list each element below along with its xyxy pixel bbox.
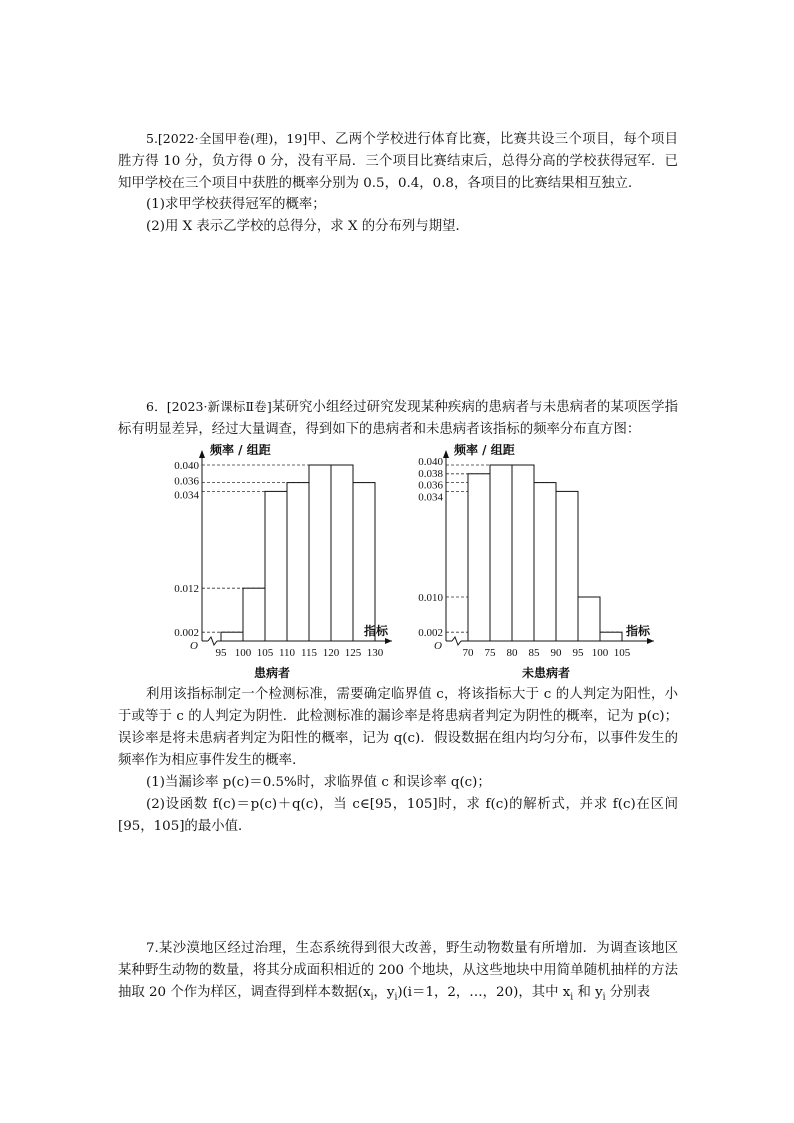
y-tick-label: 0.010 <box>418 592 443 604</box>
histogram-bar <box>265 491 287 641</box>
axis-break-mark <box>452 637 461 645</box>
x-tick-label: 85 <box>528 647 540 659</box>
x-tick-label: 130 <box>366 647 384 659</box>
histogram-patients <box>170 440 400 680</box>
x-tick-label: 80 <box>506 647 518 659</box>
q5-stem <box>118 128 678 195</box>
x-tick-label: 115 <box>300 647 318 659</box>
x-tick-label: 95 <box>572 647 584 659</box>
origin-label: O <box>434 640 442 652</box>
x-tick-label: 100 <box>234 647 252 659</box>
y-tick-label: 0.040 <box>174 460 199 472</box>
x-axis-title: 指标 <box>625 624 650 638</box>
y-tick-label: 0.038 <box>418 467 443 480</box>
y-axis-arrow <box>199 450 205 458</box>
x-axis-title: 指标 <box>363 624 388 638</box>
y-tick-label: 0.036 <box>174 475 199 488</box>
x-tick-label: 105 <box>613 647 631 659</box>
q6-part2: (2)设函数 f(c)＝p(c)＋q(c)，当 c∈[95，105]时，求 f(c)的解析式，并求 f(c)在区间[95，105]的最小值． <box>118 797 678 834</box>
histogram-bar <box>353 483 375 641</box>
x-tick-label: 100 <box>591 647 609 659</box>
histogram-bar <box>534 483 556 641</box>
y-tick-label: 0.034 <box>174 489 199 502</box>
histogram-bar <box>600 632 622 641</box>
x-tick-label: 70 <box>462 647 474 659</box>
x-tick-label: 110 <box>278 647 296 659</box>
x-axis-arrow <box>647 638 654 644</box>
chart-title: 患病者 <box>253 666 291 680</box>
x-tick-label: 105 <box>256 647 274 659</box>
q5-stem-text: 甲、乙两个学校进行体育比赛，比赛共设三个项目，每个项目胜方得 10 分，负方得 0 分，没有平局．三个项目比赛结束后，总得分高的学校获得冠军．已知甲学校在三个项目中获胜的概率分别为 0.5，0.4，0.8，各项目的比赛结果相互独立． <box>118 132 679 191</box>
q6-part1: (1)当漏诊率 p(c)＝0.5%时，求临界值 c 和误诊率 q(c)； <box>146 775 491 790</box>
q6-stem-text: 某研究小组经过研究发现某种疾病的患病者与未患病者的某项医学指标有明显差异，经过大量调查，得到如下的患病者和未患病者该指标的频率分布直方图： <box>118 400 678 437</box>
histogram-bar <box>243 588 265 641</box>
q5-part1: (1)求甲学校获得冠军的概率； <box>146 197 326 212</box>
x-tick-label: 125 <box>344 647 362 659</box>
q5-part2: (2)用 X 表示乙学校的总得分，求 X 的分布列与期望． <box>146 219 469 234</box>
y-axis-title: 频率 / 组距 <box>210 443 271 457</box>
q7-stem: 7.某沙漠地区经过治理，生态系统得到很大改善，野生动物数量有所增加．为调查该地区某种野生动物的数量，将其分成面积相近的 200 个地块，从这些地块中用简单随机抽样的方法抽取 20 个作为样区，调查得到样本数据($x_i$，$y_i)(i=1$，2，…，20)，其中 $x_i$ 和 $y_i$ 分别表 <box>118 941 678 1003</box>
histogram-bar <box>556 491 578 641</box>
origin-label: O <box>190 640 198 652</box>
x-tick-label: 95 <box>215 647 227 659</box>
x-tick-label: 120 <box>322 647 340 659</box>
histogram-bar <box>578 597 600 641</box>
histogram-non-patients <box>412 440 662 680</box>
histogram-bar <box>468 474 490 641</box>
x-axis-arrow <box>385 638 392 644</box>
x-tick-label: 75 <box>484 647 496 659</box>
y-axis-arrow <box>443 450 449 458</box>
y-tick-label: 0.036 <box>418 479 443 492</box>
y-tick-label: 0.002 <box>418 627 443 640</box>
axis-break-mark <box>208 637 217 645</box>
y-axis-title: 频率 / 组距 <box>454 443 515 457</box>
y-tick-label: 0.012 <box>174 583 199 596</box>
q6-stem <box>118 396 678 441</box>
y-tick-label: 0.002 <box>174 627 199 640</box>
q5-ref: 5.[2022·全国甲卷(理)，19] <box>146 131 308 146</box>
chart-title: 未患病者 <box>521 666 571 680</box>
x-tick-label: 90 <box>550 647 562 659</box>
q6-ref: 6．[2023·新课标Ⅱ卷] <box>146 399 272 414</box>
histogram-bar <box>331 465 353 641</box>
histogram-bar <box>287 483 309 641</box>
histogram-bar <box>221 632 243 641</box>
histogram-bar <box>309 465 331 641</box>
histogram-bar <box>512 465 534 641</box>
y-tick-label: 0.034 <box>418 491 443 504</box>
y-tick-label: 0.040 <box>418 456 443 468</box>
histogram-bar <box>490 465 512 641</box>
q6-body: 利用该指标制定一个检测标准，需要确定临界值 c，将该指标大于 c 的人判定为阳性，小于或等于 c 的人判定为阴性．此检测标准的漏诊率是将患病者判定为阴性的概率，记为 p(c)；误诊率是将未患病者判定为阳性的概率，记为 q(c)．假设数据在组内均匀分布，以事件发生的频率作为相应事件发生的概率． <box>118 687 678 768</box>
